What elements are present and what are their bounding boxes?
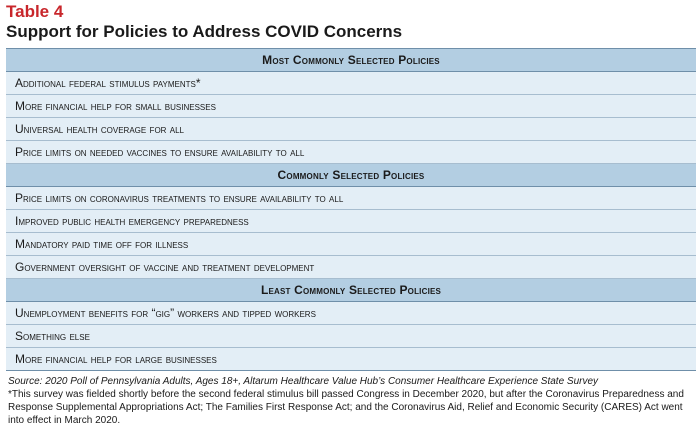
table-row bbox=[6, 95, 696, 118]
policy-label: Unemployment benefits for “gig” workers and tipped workers bbox=[15, 306, 316, 320]
table-row bbox=[6, 256, 696, 279]
table-title: Support for Policies to Address COVID Concerns bbox=[6, 22, 403, 41]
table-row bbox=[6, 118, 696, 141]
table-row bbox=[6, 348, 696, 371]
group-header-most bbox=[6, 49, 696, 72]
table-label: Table 4 bbox=[6, 2, 64, 21]
table-row bbox=[6, 72, 696, 95]
group-heading: Most Commonly Selected Policies bbox=[262, 53, 440, 67]
group-heading: Commonly Selected Policies bbox=[277, 168, 425, 182]
group-heading: Least Commonly Selected Policies bbox=[260, 283, 442, 297]
footnote: *This survey was fielded shortly before the second federal stimulus bill passed Congress in December 2020, but after the Coronavirus Preparedness and Response Supplemental Appropriations Act; The Families First Response Act; and the Coronavirus Aid, Relief and Economic Security (CARES) Act went into effect in March 2020. bbox=[8, 389, 684, 426]
table-row bbox=[6, 325, 696, 348]
group-header-least bbox=[6, 279, 696, 302]
policy-label: Mandatory paid time off for illness bbox=[15, 237, 189, 251]
policy-label: More financial help for small businesses bbox=[15, 99, 216, 113]
table-row bbox=[6, 187, 696, 210]
table-row bbox=[6, 210, 696, 233]
policy-label: Universal health coverage for all bbox=[15, 122, 185, 136]
table-row bbox=[6, 141, 696, 164]
group-header-common bbox=[6, 164, 696, 187]
policy-table bbox=[6, 48, 696, 371]
policy-label: Government oversight of vaccine and treatment development bbox=[15, 260, 315, 274]
policy-label: More financial help for large businesses bbox=[15, 352, 217, 366]
table-row bbox=[6, 302, 696, 325]
source-note: Source: 2020 Poll of Pennsylvania Adults, Ages 18+, Altarum Healthcare Value Hub’s Consumer Healthcare Experience State Survey bbox=[8, 376, 599, 387]
policy-label: Price limits on needed vaccines to ensure availability to all bbox=[15, 145, 305, 159]
table-row bbox=[6, 233, 696, 256]
policy-label: Improved public health emergency preparedness bbox=[15, 214, 249, 228]
policy-label: Something else bbox=[15, 329, 90, 343]
policy-label: Price limits on coronavirus treatments to ensure availability to all bbox=[15, 191, 344, 205]
policy-label: Additional federal stimulus payments* bbox=[15, 76, 201, 90]
